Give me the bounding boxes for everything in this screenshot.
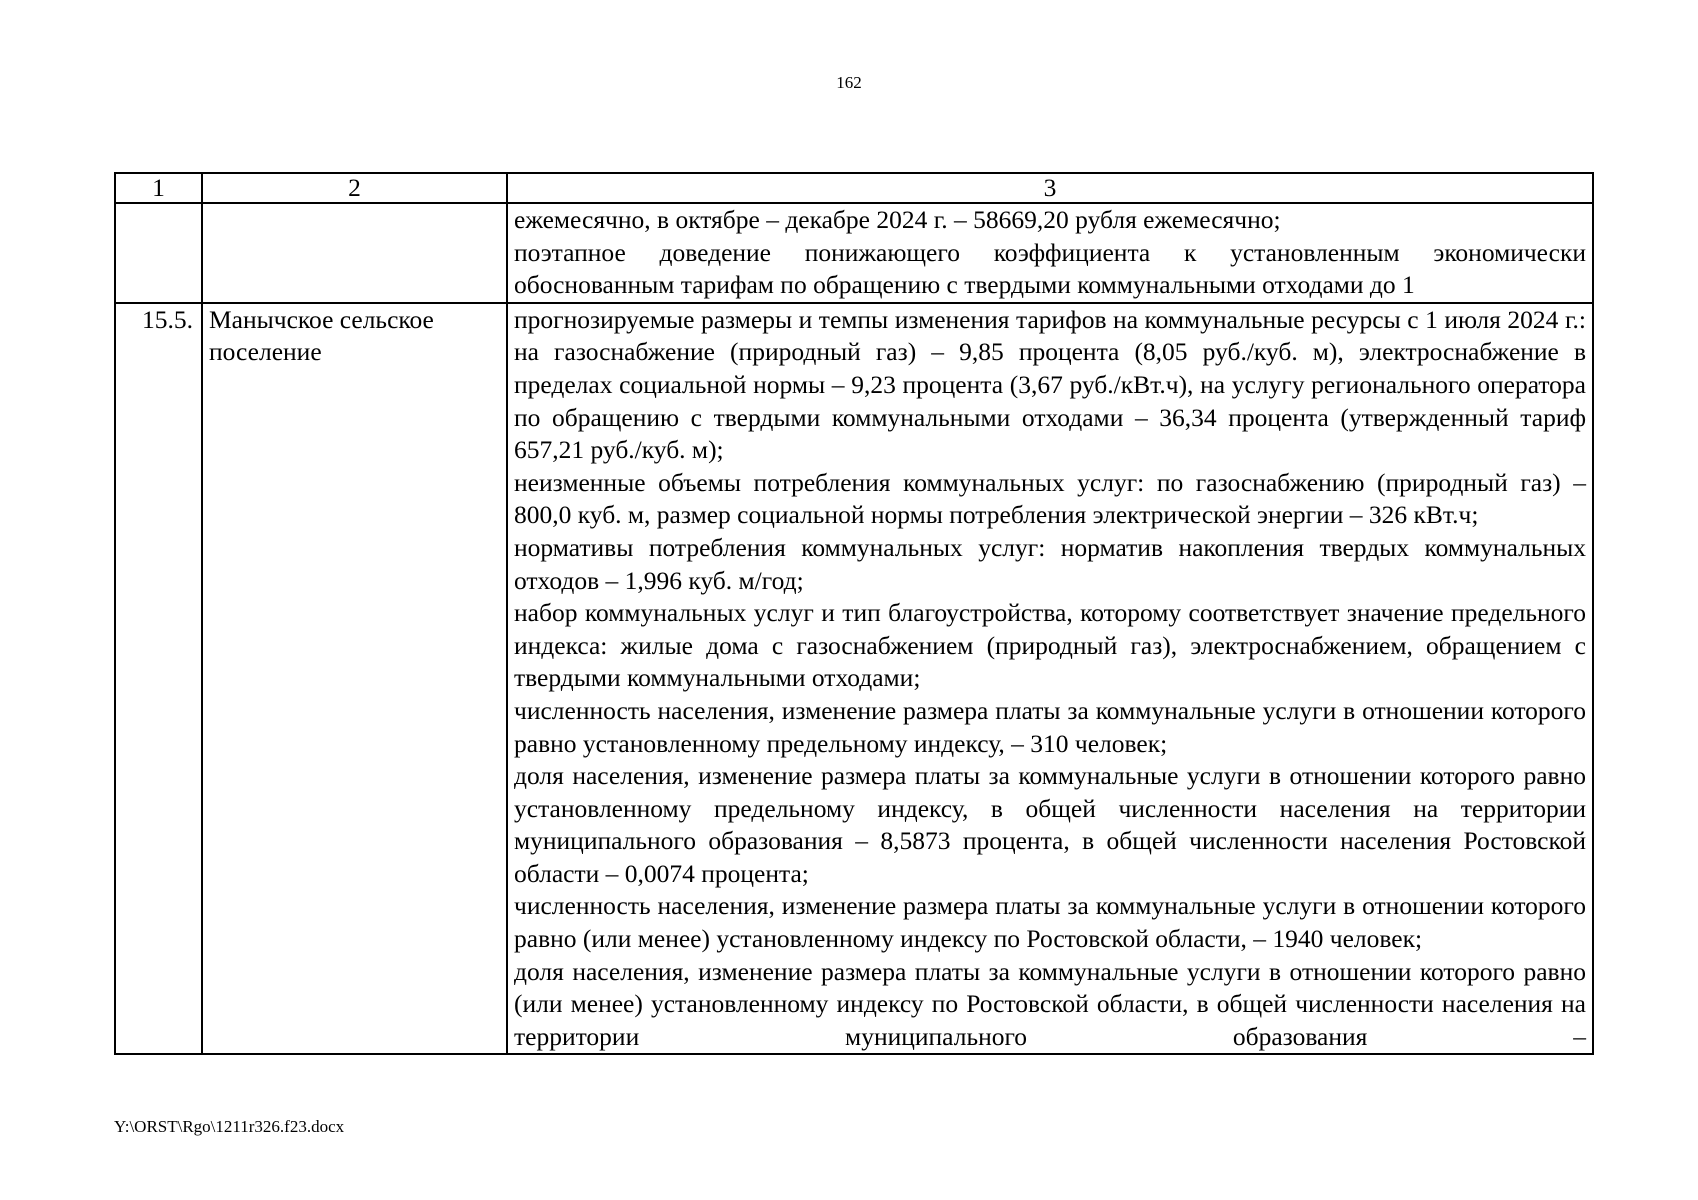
column-header-2: 2 [202, 173, 507, 203]
row-paragraph: прогнозируемые размеры и темпы изменения тарифов на коммунальные ресурсы с 1 июля 2024 г.: на газоснабжение (природный газ) – 9,85 процента (8,05 руб./куб. м), электроснабжение в пределах социальной нормы – 9,23 процента (3,67 руб./кВт.ч), на услугу регионального оператора по обращению с твердыми коммунальными отходами – 36,34 процента (утвержденный тариф 657,21 руб./куб. м); [514, 304, 1586, 465]
continuation-row [115, 203, 1593, 303]
row-paragraph: доля населения, изменение размера платы за коммунальные услуги в отношении которого равно (или менее) установленному индексу по Ростовской области, в общей численности населения на территории муниципального образования – [514, 956, 1586, 1051]
column-header-3: 3 [507, 173, 1593, 203]
row-paragraph: неизменные объемы потребления коммунальных услуг: по газоснабжению (природный газ) – 800,0 куб. м, размер социальной нормы потребления электрической энергии – 326 кВт.ч; [514, 467, 1586, 530]
row-text-cell [507, 303, 1593, 1055]
continuation-paragraph: поэтапное доведение понижающего коэффициента к установленным экономически обоснованным тарифам по обращению с твердыми коммунальными отходами до 1 [514, 237, 1586, 300]
continuation-number-cell [115, 203, 202, 303]
continuation-text-cell [507, 203, 1593, 303]
settlement-name: Манычское сельское поселение [202, 303, 507, 1055]
row-paragraph: численность населения, изменение размера платы за коммунальные услуги в отношении которого равно (или менее) установленному индексу по Ростовской области, – 1940 человек; [514, 891, 1586, 954]
row-paragraph: доля населения, изменение размера платы за коммунальные услуги в отношении которого равно установленному предельному индексу, в общей численности населения на территории муниципального образования – 8,5873 процента, в общей численности населения Ростовской области – 0,0074 процента; [514, 761, 1586, 888]
table-row [115, 303, 1593, 1055]
tariff-table [114, 172, 1594, 1055]
table-header-row [115, 173, 1593, 203]
row-paragraph: численность населения, изменение размера платы за коммунальные услуги в отношении которого равно установленному предельному индексу, – 310 человек; [514, 695, 1586, 758]
continuation-settlement-cell [202, 203, 507, 303]
file-path-footer: Y:\ORST\Rgo\1211r326.f23.docx [114, 1117, 345, 1136]
row-number: 15.5. [115, 303, 202, 1055]
row-paragraph: набор коммунальных услуг и тип благоустройства, которому соответствует значение предельного индекса: жилые дома с газоснабжением (природный газ), электроснабжением, обращением с твердыми коммунальными отходами; [514, 598, 1586, 693]
continuation-paragraph: ежемесячно, в октябре – декабре 2024 г. – 58669,20 рубля ежемесячно; [514, 205, 1281, 234]
row-paragraph: нормативы потребления коммунальных услуг: норматив накопления твердых коммунальных отходов – 1,996 куб. м/год; [514, 532, 1586, 595]
page-number: 162 [836, 73, 862, 92]
column-header-1: 1 [115, 173, 202, 203]
